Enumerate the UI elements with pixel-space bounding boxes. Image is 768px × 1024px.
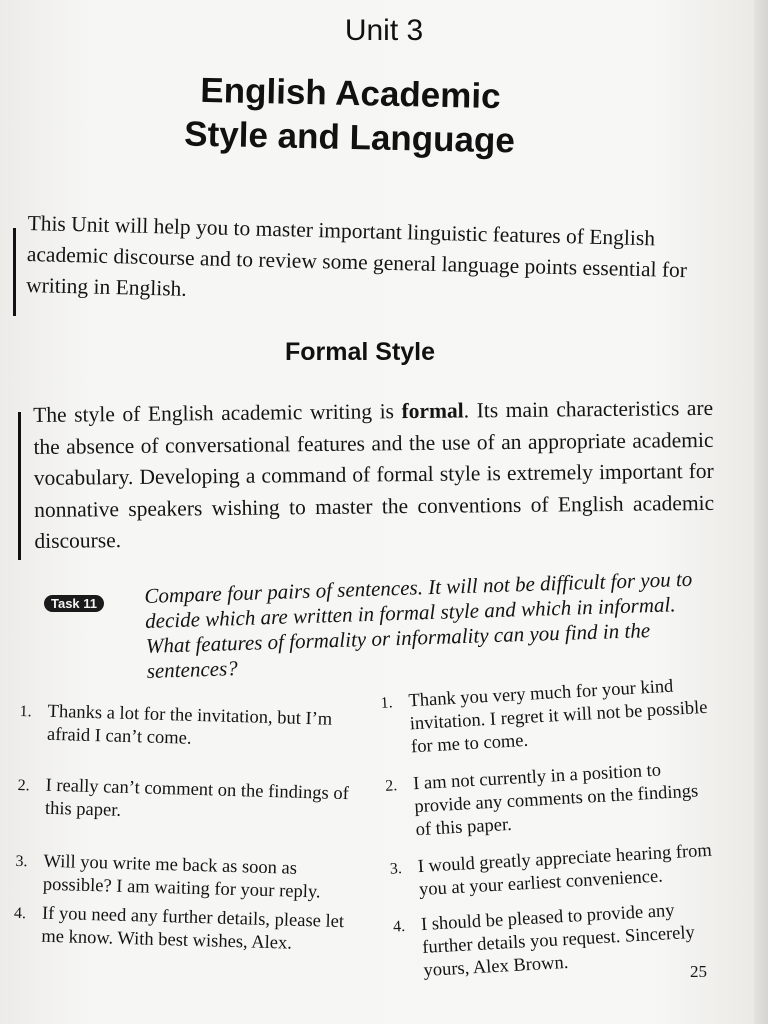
page-number: 25 <box>690 962 707 981</box>
task-instructions: Compare four pairs of sentences. It will not be difficult for you to decide which are written in formal style and which in informal. What features of formality or informality can you find in the sentences? <box>144 566 693 683</box>
unit-label: Unit 3 <box>344 14 424 47</box>
item-number: 1. <box>19 702 32 721</box>
list-item <box>389 839 721 903</box>
chapter-title-line-1: English Academic <box>200 70 501 117</box>
list-item <box>13 902 354 957</box>
item-text: I should be pleased to provide any further details you request. Sincerely yours, Alex Brown. <box>420 900 696 981</box>
item-number: 3. <box>15 852 28 871</box>
chapter-title <box>149 68 551 164</box>
formal-keyword: formal <box>401 398 464 424</box>
item-text: Thanks a lot for the invitation, but I’m afraid I can’t come. <box>46 701 333 749</box>
informal-examples <box>13 700 360 957</box>
list-item <box>393 897 726 984</box>
intro-paragraph: This Unit will help you to master important linguistic features of English academic discourse and to review some general language points essential for writing in English. <box>25 210 688 301</box>
list-item <box>385 756 718 843</box>
section-heading: Formal Style <box>284 338 436 366</box>
item-number: 3. <box>389 860 403 878</box>
item-text: Will you write me back as soon as possible? I am waiting for your reply. <box>42 851 321 903</box>
item-text: I am not currently in a position to provide any comments on the findings of this paper. <box>412 760 699 841</box>
formal-text-before: The style of English academic writing is <box>33 399 402 427</box>
formal-style-paragraph <box>33 393 715 558</box>
list-item <box>15 850 356 905</box>
formal-margin-bar <box>18 412 21 560</box>
item-number: 4. <box>13 904 27 923</box>
item-text: If you need any further details, please let me know. With best wishes, Alex. <box>41 903 345 954</box>
item-text: I would greatly appreciate hearing from you at your earliest convenience. <box>417 840 713 901</box>
list-item <box>17 774 358 829</box>
item-number: 2. <box>384 777 398 795</box>
formal-text-after: . Its main characteristics are the absence of conversational features and the use of an appropriate academic vocabulary. Developing a command of formal style is extremely important for nonnative speakers wishing to master the conventions of English academic discourse. <box>33 395 715 553</box>
item-number: 1. <box>380 694 394 712</box>
list-item <box>19 700 360 755</box>
item-number: 2. <box>17 776 30 795</box>
formal-examples <box>380 674 726 985</box>
chapter-title-line-2: Style and Language <box>183 114 516 161</box>
item-text: I really can’t comment on the findings of this paper. <box>44 775 350 821</box>
page-edge <box>754 0 768 1024</box>
list-item <box>380 674 713 761</box>
item-number: 4. <box>392 917 406 936</box>
intro-margin-bar <box>13 228 16 316</box>
item-text: Thank you very much for your kind invitation. I regret it will not be possible for me to come. <box>408 676 708 758</box>
task-badge: Task 11 <box>44 595 104 612</box>
